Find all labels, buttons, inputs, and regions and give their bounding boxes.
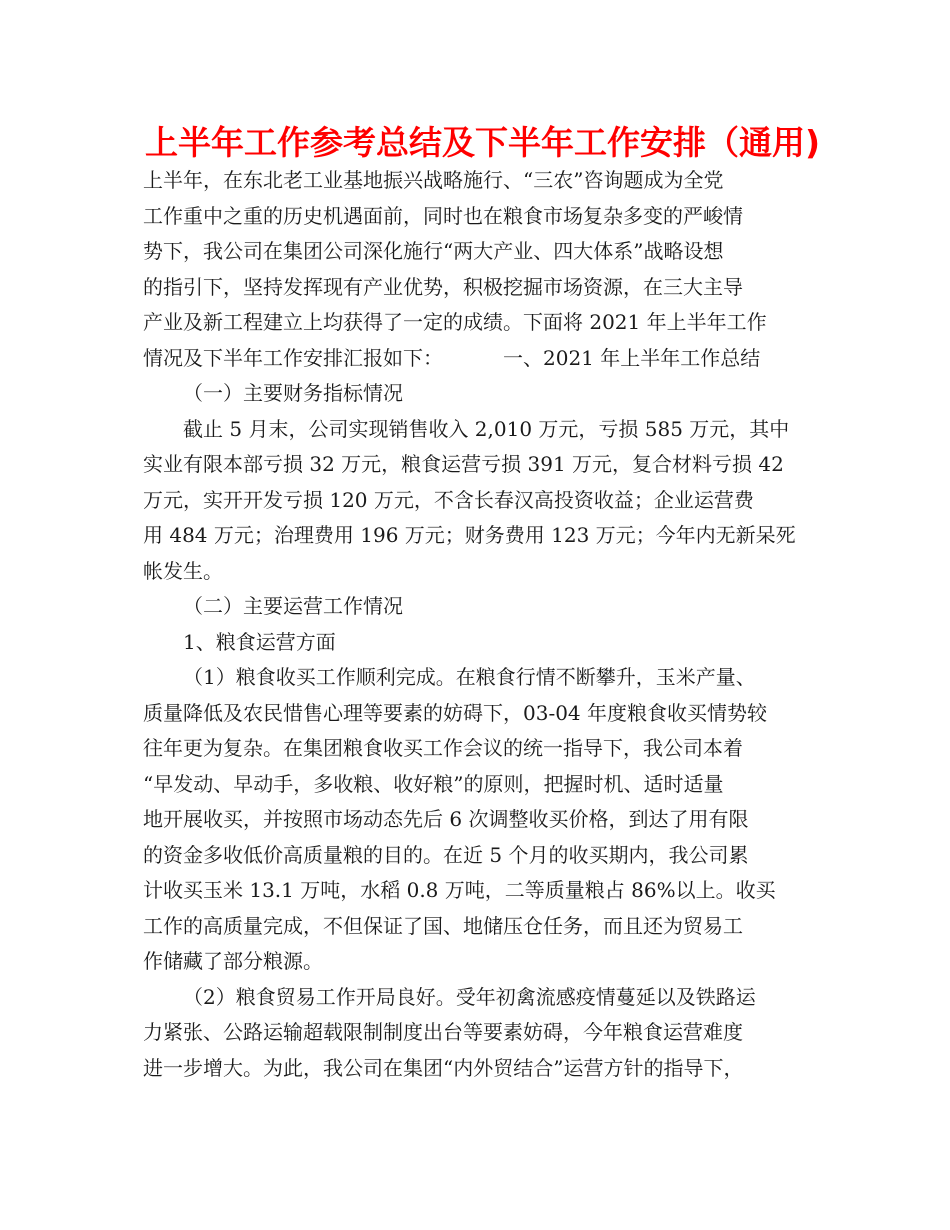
subsection-heading: （一）主要财务指标情况 (183, 381, 403, 405)
paragraph-line: 地开展收买，并按照市场动态先后 6 次调整收买价格，到达了用有限 (143, 807, 749, 831)
paragraph-line: 万元，实开开发亏损 120 万元，不含长春汉高投资收益；企业运营费 (143, 487, 754, 512)
paragraph-line: 计收买玉米 13.1 万吨，水稻 0.8 万吨，二等质量粮占 86%以上。收买 (143, 878, 776, 902)
section-heading: 一、2021 年上半年工作总结 (503, 345, 761, 370)
paragraph-line: 作储藏了部分粮源。 (143, 949, 323, 973)
paragraph-line: 的指引下，坚持发挥现有产业优势，积极挖掘市场资源，在三大主导 (143, 274, 743, 299)
paragraph-line: （1）粮食收买工作顺利完成。在粮食行情不断攀升，玉米产量、 (183, 665, 756, 689)
paragraph-line: 工作重中之重的历史机遇面前，同时也在粮食市场复杂多变的严峻情 (143, 203, 743, 228)
subsection-heading: （二）主要运营工作情况 (183, 594, 403, 618)
paragraph-line: 质量降低及农民惜售心理等要素的妨碍下，03-04 年度粮食收买情势较 (143, 700, 768, 725)
paragraph-line: 用 484 万元；治理费用 196 万元；财务费用 123 万元；今年内无新呆死 (143, 523, 796, 547)
paragraph-line: 进一步增大。为此，我公司在集团“内外贸结合”运营方针的指导下， (143, 1055, 744, 1080)
paragraph-line: 的资金多收低价高质量粮的目的。在近 5 个月的收买期内，我公司累 (143, 842, 749, 867)
paragraph-line: 往年更为复杂。在集团粮食收买工作会议的统一指导下，我公司本着 (143, 736, 743, 760)
paragraph-line: 截止 5 月末，公司实现销售收入 2,010 万元，亏损 585 万元，其中 (183, 416, 790, 441)
document-title: 上半年工作参考总结及下半年工作安排（通用) (145, 123, 821, 162)
paragraph-line: 产业及新工程建立上均获得了一定的成绩。下面将 2021 年上半年工作 (143, 310, 767, 334)
subsection-heading: 1、粮食运营方面 (183, 629, 336, 654)
paragraph-line: （2）粮食贸易工作开局良好。受年初禽流感疫情蔓延以及铁路运 (183, 984, 756, 1009)
paragraph-line: 上半年，在东北老工业基地振兴战略施行、“三农”咨询题成为全党 (143, 168, 724, 192)
paragraph-line-with-heading (143, 341, 815, 377)
paragraph-line: 实业有限本部亏损 32 万元，粮食运营亏损 391 万元，复合材料亏损 42 (143, 452, 784, 476)
paragraph-line: 帐发生。 (143, 558, 223, 583)
paragraph-line: 工作的高质量完成，不但保证了国、地储压仓任务，而且还为贸易工 (143, 913, 743, 938)
paragraph-text: 情况及下半年工作安排汇报如下： (143, 345, 443, 370)
paragraph-line: “早发动、早动手，多收粮、收好粮”的原则，把握时机、适时适量 (143, 771, 724, 796)
paragraph-line: 力紧张、公路运输超载限制制度出台等要素妨碍，今年粮食运营难度 (143, 1020, 743, 1044)
paragraph-line: 势下，我公司在集团公司深化施行“两大产业、四大体系”战略设想 (143, 239, 724, 263)
document-body (143, 163, 815, 1086)
